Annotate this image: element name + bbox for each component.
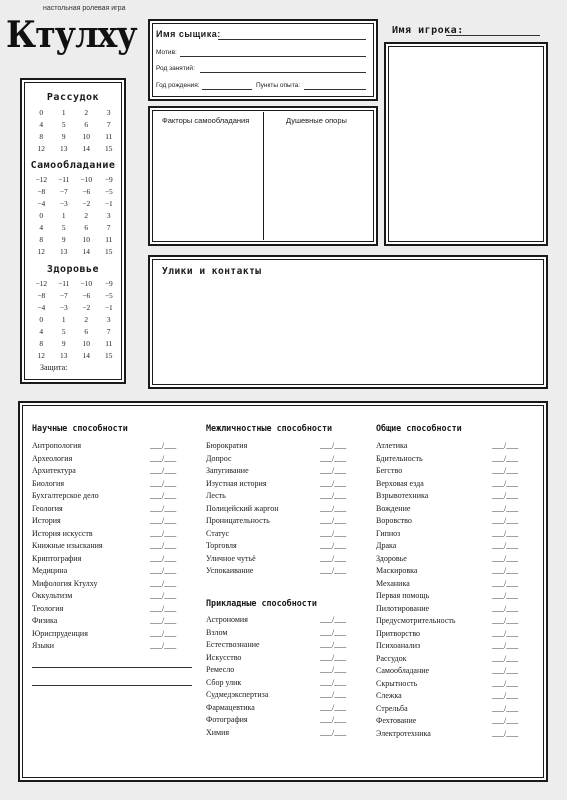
exp-points-line[interactable] [304,89,366,90]
stat-value[interactable]: 7 [106,120,111,129]
skill-applied-label: Химия [206,727,230,737]
skill-general-rating[interactable]: ___/___ [492,603,519,613]
stat-value[interactable]: −1 [104,199,113,208]
stat-value[interactable]: −7 [59,187,68,196]
skill-applied-label: Астрономия [206,615,248,624]
skill-general-rating[interactable]: ___/___ [492,503,519,513]
skill-general-label: Бегство [376,466,403,475]
stat-value[interactable]: 11 [105,235,113,244]
applied-title: Прикладные способности [206,598,317,608]
stat-value[interactable]: 9 [61,132,66,141]
skill-general-label: Слежка [376,691,402,700]
skill-general-rating[interactable]: ___/___ [492,528,519,538]
skill-general-label: Взрывотехника [376,491,429,500]
stat-value[interactable]: −10 [80,279,93,288]
skill-applied-rating[interactable]: ___/___ [320,690,347,699]
skill-general-label: Фехтование [376,716,417,725]
skill-general-rating[interactable]: ___/___ [492,678,519,688]
skill-applied-rating[interactable]: ___/___ [320,727,347,737]
skill-applied-rating[interactable]: ___/___ [320,652,347,662]
skill-science-rating[interactable]: ___/___ [150,466,177,475]
stat-value[interactable]: 10 [82,339,90,348]
stat-value[interactable]: −11 [58,279,70,288]
player-name-label: Имя игрока: [392,25,464,36]
skill-general-rating[interactable]: ___/___ [492,441,519,450]
skill-science-rating[interactable]: ___/___ [150,591,177,600]
stat-value[interactable]: 5 [61,223,66,232]
stat-value[interactable]: 3 [106,315,111,324]
stat-value[interactable]: 8 [39,235,44,244]
stat-value[interactable]: −8 [37,187,46,196]
skill-interpersonal-label: Изустная история [206,478,267,488]
skill-general-label: Рассудок [376,653,407,663]
skill-applied-rating[interactable]: ___/___ [320,615,347,624]
skill-science-rating[interactable]: ___/___ [150,453,177,463]
skill-applied-rating[interactable]: ___/___ [320,640,347,649]
skill-interpersonal-label: Лесть [206,491,226,500]
skill-general-label: Гипноз [376,528,401,538]
stat-value[interactable]: 14 [82,247,90,256]
skill-science-label: Антропология [32,441,82,450]
stat-value[interactable]: 14 [82,351,90,360]
stat-value[interactable]: −4 [37,199,46,208]
stat-value[interactable]: −10 [80,175,93,184]
skill-interpersonal-label: Торговля [206,541,237,550]
skill-science-label: История [32,516,61,525]
skill-general-rating[interactable]: ___/___ [492,478,519,488]
stat-value[interactable]: 4 [39,120,44,129]
skill-general-label: Пилотирование [376,603,430,613]
skill-science-rating[interactable]: ___/___ [150,628,177,638]
skill-interpersonal-rating[interactable]: ___/___ [320,453,347,463]
stat-value[interactable]: −3 [59,199,68,208]
skill-applied-rating[interactable]: ___/___ [320,665,347,674]
clues-title: Улики и контакты [162,266,262,277]
skill-general-label: Верховая езда [376,478,424,488]
stat-value[interactable]: 11 [105,132,113,141]
rassudok-grid [30,107,120,155]
skill-science-label: Медицина [32,566,68,575]
stat-value[interactable]: −2 [82,199,91,208]
skill-interpersonal-rating[interactable]: ___/___ [320,491,347,500]
stat-value[interactable]: 7 [106,327,111,336]
stat-value[interactable]: 9 [61,235,66,244]
skill-general-label: Маскировка [376,566,418,575]
skill-science-rating[interactable]: ___/___ [150,478,177,488]
skill-general-label: Психоанализ [376,641,421,650]
general-title: Общие способности [376,423,462,433]
stat-value[interactable]: 6 [84,223,89,232]
skill-science-rating[interactable]: ___/___ [150,603,177,613]
skill-science-rating[interactable]: ___/___ [150,503,177,513]
stat-value[interactable]: −5 [104,187,113,196]
skill-interpersonal-rating[interactable]: ___/___ [320,516,347,525]
stat-value[interactable]: 5 [61,120,66,129]
occupation-line[interactable] [200,72,366,73]
skill-science-rating[interactable]: ___/___ [150,491,177,500]
skill-science-rating[interactable]: ___/___ [150,553,177,563]
stat-value[interactable]: 0 [39,315,44,324]
skill-science-label: Биология [32,478,65,488]
skills-box [18,401,548,782]
skill-science-label: Языки [32,641,55,650]
detective-name-line[interactable] [218,39,366,40]
stat-value[interactable]: −1 [104,303,113,312]
factors-right-header: Душевные опоры [286,116,347,125]
stat-value[interactable]: −12 [35,175,48,184]
stat-value[interactable]: −6 [82,291,91,300]
skill-general-label: Скрытность [376,678,418,688]
skill-general-label: Первая помощь [376,591,430,600]
samoobladanie-title: Самообладание [30,160,116,171]
stat-value[interactable]: −12 [35,279,48,288]
skill-general-label: Атлетика [376,441,408,450]
skill-science-label: Оккультизм [32,591,73,600]
skill-general-rating[interactable]: ___/___ [492,666,519,675]
skill-applied-rating[interactable]: ___/___ [320,677,347,687]
skill-interpersonal-label: Запугивание [206,466,249,475]
skill-general-rating[interactable]: ___/___ [492,716,519,725]
skill-science-rating[interactable]: ___/___ [150,541,177,550]
stat-value[interactable]: 0 [39,108,44,117]
stat-value[interactable]: 6 [84,120,89,129]
skill-applied-label: Сбор улик [206,677,242,687]
stat-value[interactable]: −6 [82,187,91,196]
skill-general-rating[interactable]: ___/___ [492,466,519,475]
skill-interpersonal-rating[interactable]: ___/___ [320,441,347,450]
stat-value[interactable]: 11 [105,339,113,348]
skill-general-rating[interactable]: ___/___ [492,653,519,663]
skill-science-rating[interactable]: ___/___ [150,516,177,525]
skill-applied-label: Взлом [206,627,228,637]
skill-interpersonal-rating[interactable]: ___/___ [320,466,347,475]
skill-science-rating[interactable]: ___/___ [150,641,177,650]
birth-year-line[interactable] [202,89,252,90]
skill-science-label: История искусств [32,528,93,538]
science-title: Научные способности [32,423,128,433]
skill-general-label: Драка [376,541,397,550]
stat-value[interactable]: 0 [39,211,44,220]
stat-value[interactable]: 3 [106,211,111,220]
factors-left-header: Факторы самообладания [162,116,250,125]
skill-interpersonal-label: Уличное чутьё [206,553,256,563]
stat-value[interactable]: 15 [105,351,113,360]
motive-label: Мотив: [156,49,177,56]
skill-science-label: Геология [32,503,63,513]
skill-science-label: Бухгалтерское дело [32,491,99,500]
stat-value[interactable]: 2 [84,211,89,220]
skill-applied-rating[interactable]: ___/___ [320,715,347,724]
skill-interpersonal-rating[interactable]: ___/___ [320,553,347,563]
skill-general-label: Здоровье [376,553,407,563]
interpersonal-title: Межличностные способности [206,423,333,433]
skill-applied-label: Судмедэкспертиза [206,690,269,699]
clues-box[interactable] [148,255,548,389]
stat-value[interactable]: −3 [59,303,68,312]
stat-value[interactable]: 2 [84,315,89,324]
stat-value[interactable]: 14 [82,144,90,153]
skill-general-label: Вождение [376,503,411,513]
stat-value[interactable]: 1 [61,315,66,324]
occupation-label: Род занятий: [156,65,195,72]
detective-name-label: Имя сыщика: [156,29,221,39]
skill-science-label: Юриспруденция [32,628,88,638]
skill-general-label: Электротехника [376,728,431,738]
skill-applied-label: Фармацевтика [206,702,255,712]
skill-general-label: Воровство [376,516,412,525]
skill-science-label: Криптография [32,553,82,563]
factors-divider [263,112,264,240]
skill-general-rating[interactable]: ___/___ [492,691,519,700]
skill-interpersonal-label: Успокаивание [206,566,254,575]
skill-science-rating[interactable]: ___/___ [150,616,177,625]
skill-general-label: Механика [376,578,410,588]
stat-value[interactable]: 10 [82,235,90,244]
player-name-line[interactable] [446,35,540,36]
skill-science-label: Книжные изыскания [32,541,103,550]
stat-value[interactable]: 13 [60,247,68,256]
stats-panel [20,78,126,384]
skill-interpersonal-label: Проницательность [206,516,270,525]
game-subtitle: настольная ролевая игра [43,5,126,12]
skill-science-label: Археология [32,453,73,463]
stat-value[interactable]: −9 [104,175,113,184]
stat-value[interactable]: 3 [106,108,111,117]
stat-value[interactable]: 13 [60,351,68,360]
skill-general-rating[interactable]: ___/___ [492,516,519,525]
stat-value[interactable]: 7 [106,223,111,232]
skill-general-rating[interactable]: ___/___ [492,616,519,625]
skill-interpersonal-label: Допрос [206,453,232,463]
skill-interpersonal-rating[interactable]: ___/___ [320,541,347,550]
skill-science-rating[interactable]: ___/___ [150,528,177,538]
stat-value[interactable]: 5 [61,327,66,336]
skill-general-label: Притворство [376,628,421,638]
skill-interpersonal-rating[interactable]: ___/___ [320,478,347,488]
stat-value[interactable]: 15 [105,144,113,153]
stat-value[interactable]: −5 [104,291,113,300]
skill-interpersonal-rating[interactable]: ___/___ [320,528,347,538]
skill-general-label: Самообладание [376,666,430,675]
skill-science-label: Физика [32,616,58,625]
stat-value[interactable]: 12 [37,351,45,360]
skill-interpersonal-label: Полицейский жаргон [206,503,279,513]
stat-value[interactable]: 9 [61,339,66,348]
skill-applied-rating[interactable]: ___/___ [320,627,347,637]
birth-year-label: Год рождения: [156,82,200,89]
extra-science-line-2[interactable] [32,685,192,686]
skill-interpersonal-label: Бюрократия [206,441,248,450]
stat-value[interactable]: −8 [37,291,46,300]
skill-interpersonal-rating[interactable]: ___/___ [320,503,347,513]
stat-value[interactable]: −9 [104,279,113,288]
skill-general-rating[interactable]: ___/___ [492,566,519,575]
stat-value[interactable]: 8 [39,132,44,141]
skill-general-rating[interactable]: ___/___ [492,728,519,738]
stat-value[interactable]: 4 [39,327,44,336]
skill-interpersonal-label: Статус [206,528,230,538]
stat-value[interactable]: 6 [84,327,89,336]
samoobladanie-grid [30,174,120,258]
stat-value[interactable]: −7 [59,291,68,300]
stat-value[interactable]: 4 [39,223,44,232]
stat-value[interactable]: 1 [61,108,66,117]
zashita-label: Защита: [40,363,68,372]
skill-interpersonal-rating[interactable]: ___/___ [320,566,347,575]
skill-science-label: Мифология Ктулху [32,578,98,588]
stat-value[interactable]: 12 [37,144,45,153]
skill-general-rating[interactable]: ___/___ [492,591,519,600]
skill-science-rating[interactable]: ___/___ [150,566,177,575]
factors-box [148,106,378,246]
skill-applied-rating[interactable]: ___/___ [320,702,347,712]
skill-applied-label: Естествознание [206,640,260,649]
skill-general-rating[interactable]: ___/___ [492,491,519,500]
skill-general-rating[interactable]: ___/___ [492,641,519,650]
zdorovie-title: Здоровье [46,264,100,275]
skill-general-rating[interactable]: ___/___ [492,703,519,713]
rassudok-title: Рассудок [46,92,100,103]
stat-value[interactable]: 12 [37,247,45,256]
stat-value[interactable]: −4 [37,303,46,312]
motive-line[interactable] [180,56,366,57]
game-logo: Ктулху [6,14,137,56]
skill-applied-label: Фотография [206,715,248,724]
skill-general-label: Предусмотрительность [376,616,456,625]
skill-general-rating[interactable]: ___/___ [492,541,519,550]
skill-general-label: Бдительность [376,453,423,463]
stat-value[interactable]: −2 [82,303,91,312]
skill-applied-label: Ремесло [206,665,235,674]
stat-value[interactable]: 8 [39,339,44,348]
stat-value[interactable]: 1 [61,211,66,220]
skill-science-rating[interactable]: ___/___ [150,578,177,588]
exp-points-label: Пункты опыта: [256,82,301,89]
skill-science-label: Архитектура [32,466,76,475]
skill-science-rating[interactable]: ___/___ [150,441,177,450]
stat-value[interactable]: −11 [58,175,70,184]
stat-value[interactable]: 10 [82,132,90,141]
skill-general-rating[interactable]: ___/___ [492,553,519,563]
stat-value[interactable]: 2 [84,108,89,117]
extra-science-line-1[interactable] [32,667,192,668]
skill-general-rating[interactable]: ___/___ [492,453,519,463]
skill-general-label: Стрельба [376,703,408,713]
skill-general-rating[interactable]: ___/___ [492,578,519,588]
skill-applied-label: Искусство [206,652,242,662]
skill-general-rating[interactable]: ___/___ [492,628,519,638]
detective-info-box [148,19,378,101]
portrait-box[interactable] [384,42,548,246]
skill-science-label: Теология [32,603,64,613]
stat-value[interactable]: 13 [60,144,68,153]
zdorovie-grid [30,278,120,362]
stat-value[interactable]: 15 [105,247,113,256]
